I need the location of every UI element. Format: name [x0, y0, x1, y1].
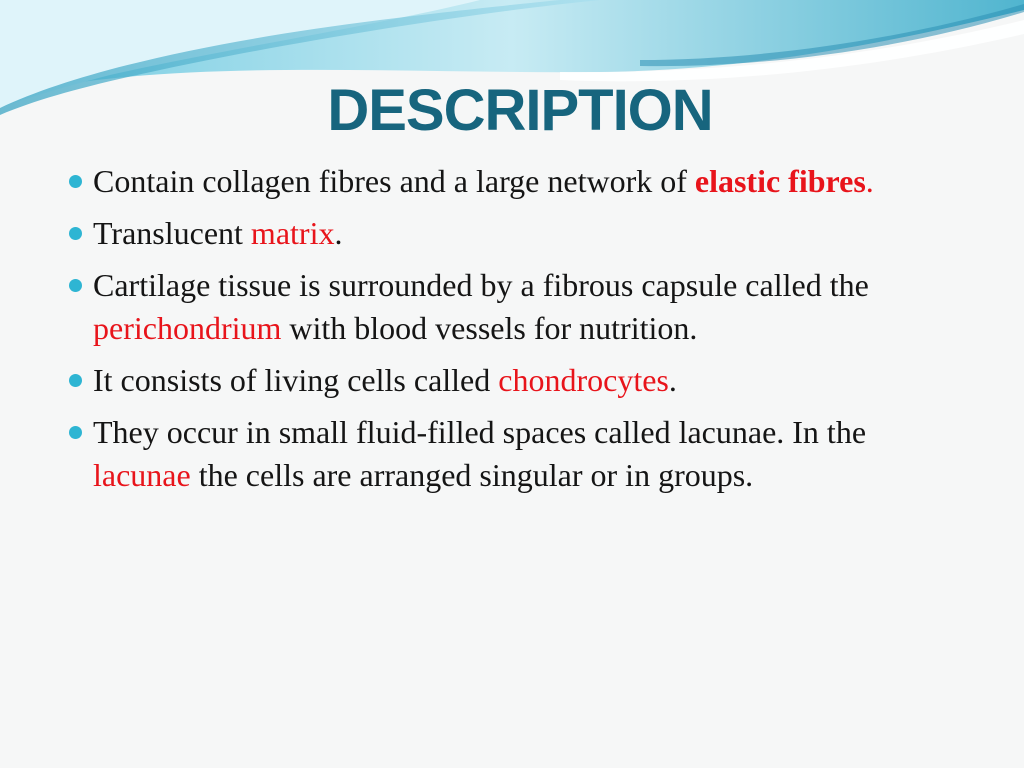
- bullet-dot-icon: [69, 279, 82, 292]
- bullet-text-end: .: [334, 215, 343, 251]
- bullet-text-end: .: [668, 362, 677, 398]
- bullet-list: [62, 160, 962, 506]
- bullet-text-end: with blood vessels for nutrition.: [281, 310, 698, 346]
- bullet-text: It consists of living cells called: [93, 362, 499, 398]
- highlight-term: chondrocytes: [498, 362, 669, 398]
- bullet-text: Cartilage tissue is surrounded by a fibrous capsule called the: [93, 267, 869, 303]
- highlight-term: elastic fibres: [694, 163, 866, 199]
- bullet-text: Contain collagen fibres and a large network of: [93, 163, 695, 199]
- bullet-item: [62, 359, 962, 402]
- bullet-item: [62, 212, 962, 255]
- bullet-item: [62, 411, 962, 497]
- bullet-dot-icon: [69, 374, 82, 387]
- bullet-dot-icon: [69, 227, 82, 240]
- bullet-dot-icon: [69, 426, 82, 439]
- bullet-item: [62, 160, 962, 203]
- slide-title: DESCRIPTION: [327, 78, 713, 143]
- bullet-text: Translucent: [93, 215, 251, 251]
- highlight-term: matrix: [250, 215, 335, 251]
- bullet-text-end: .: [865, 163, 874, 199]
- bullet-text: They occur in small fluid-filled spaces called lacunae. In the: [93, 414, 867, 450]
- bullet-item: [62, 264, 962, 350]
- bullet-dot-icon: [69, 175, 82, 188]
- highlight-term: lacunae: [93, 457, 191, 493]
- bullet-text-end: the cells are arranged singular or in groups.: [190, 457, 754, 493]
- highlight-term: perichondrium: [93, 310, 282, 346]
